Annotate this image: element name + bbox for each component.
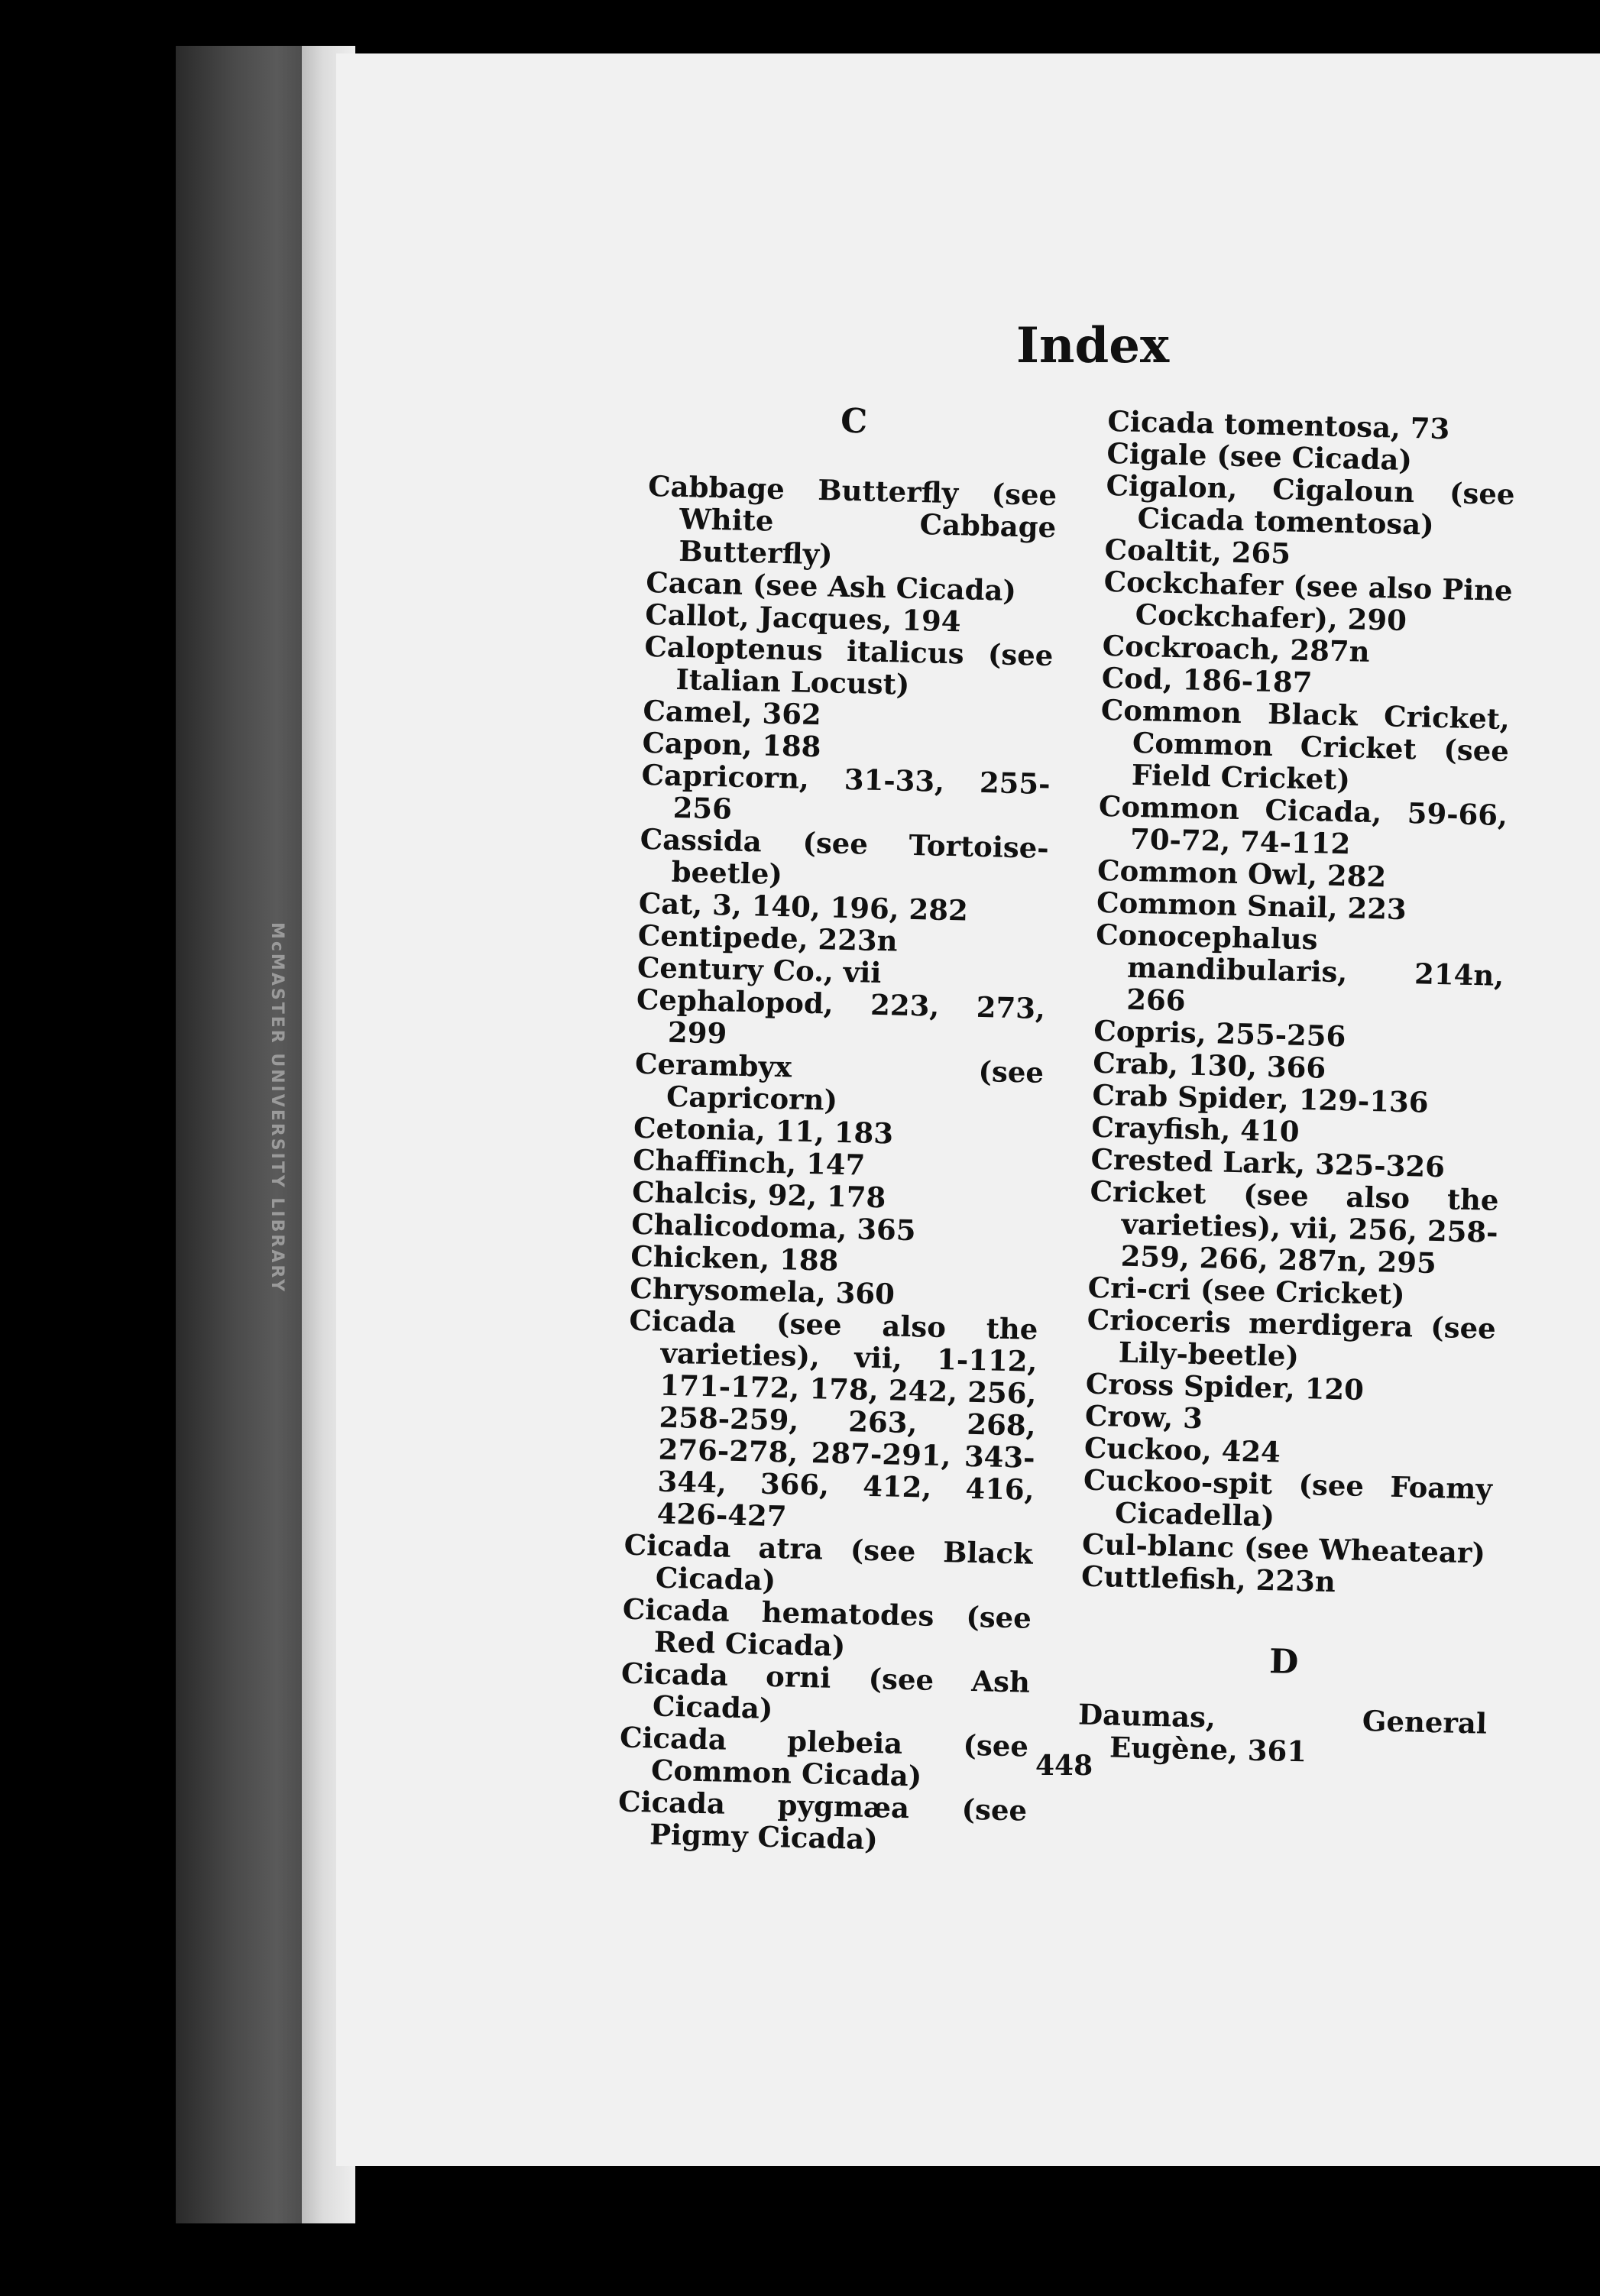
index-entry: Cicada tomentosa, 73 [1107,404,1450,446]
page-title: Index [1016,317,1170,374]
index-entry: Capricorn, 31-33, 255-256 [641,757,1051,826]
index-entry: Cricket (see also the varieties), vii, 256, 258-259, 266, 287n, 295 [1090,1174,1500,1281]
index-entry: Cephalopod, 223, 273, 299 [636,982,1046,1051]
index-entry: Copris, 255-256 [1093,1013,1346,1054]
index-entry: Cicada hematodes (see Red Cicada) [622,1592,1032,1663]
section-letter-c: C [840,401,868,442]
index-entry: Cuckoo, 424 [1083,1430,1281,1469]
index-entry: Cat, 3, 140, 196, 282 [638,886,969,928]
index-entry: Crayfish, 410 [1091,1109,1300,1148]
index-entry: Common Black Cricket, Common Cricket (see Field Cricket) [1100,692,1511,797]
index-entry: Camel, 362 [643,693,822,732]
index-entry: Crab Spider, 129-136 [1092,1077,1430,1119]
index-entry: Common Cicada, 59-66, 70-72, 74-112 [1098,789,1508,861]
index-entry: Cod, 186-187 [1101,660,1313,700]
index-entry: Daumas, General Eugène, 361 [1077,1697,1488,1769]
index-entry: Callot, Jacques, 194 [644,597,962,639]
index-entry: Crow, 3 [1084,1398,1203,1436]
index-entry: Common Snail, 223 [1096,885,1407,927]
index-entry: Chicken, 188 [630,1239,839,1278]
index-entry: Chalicodoma, 365 [630,1206,917,1248]
index-entry: Cerambyx (see Capricorn) [634,1046,1045,1117]
index-entry: Cockchafer (see also Pine Cockchafer), 290 [1103,564,1514,637]
page-number: 448 [1035,1750,1093,1782]
index-entry: Common Owl, 282 [1096,853,1387,894]
index-entry: Cross Spider, 120 [1085,1366,1365,1407]
section-letter-d: D [1268,1642,1299,1682]
index-entry: Cigalon, Cigaloun (see Cicada tomentosa) [1106,468,1515,542]
index-entry: Cicada plebeia (see Common Cicada) [619,1720,1029,1793]
index-column-right [1077,405,1517,1772]
index-entry: Cuckoo-spit (see Foamy Cicadella) [1083,1462,1493,1533]
index-entry: Chalcis, 92, 178 [631,1174,886,1215]
index-entry: Cetonia, 11, 183 [633,1110,894,1151]
index-entry: Cul-blanc (see Wheatear) [1081,1527,1486,1570]
index-entry: Chrysomela, 360 [629,1271,896,1311]
index-entry: Cicada (see also the varieties), vii, 1-112, 171-172, 178, 242, 256, 258-259, 263, 268, 276-278, 287-291, 343-344, 366, 412, 416, 426-427 [629,1303,1038,1533]
index-entry: Caloptenus italicus (see Italian Locust) [644,629,1054,701]
index-entry: Cassida (see Tortoise-beetle) [640,821,1050,892]
index-entry: Cacan (see Ash Cicada) [645,565,1017,607]
index-entry: Crested Lark, 325-326 [1090,1142,1446,1184]
index-entry: Cicada pygmæa (see Pigmy Cicada) [617,1784,1028,1857]
index-entry: Cabbage Butterfly (see White Cabbage Butterfly) [647,468,1057,572]
index-entry: Cri-cri (see Cricket) [1087,1270,1406,1312]
index-column-left [617,401,1058,1859]
index-entry: Coaltit, 265 [1104,532,1291,571]
index-entry: Conocephalus mandibularis, 214n, 266 [1095,917,1504,1018]
index-entry: Crab, 130, 366 [1092,1045,1326,1085]
index-entry: Century Co., vii [636,950,882,990]
index-entry: Centipede, 223n [637,918,899,958]
index-entry: Cigale (see Cicada) [1106,436,1413,478]
index-entry: Cicada orni (see Ash Cicada) [620,1656,1031,1726]
index-entry: Cuttlefish, 223n [1080,1559,1336,1599]
index-entry: Cicada atra (see Black Cicada) [623,1527,1034,1598]
index-entry: Chaffinch, 147 [632,1142,866,1182]
index-entry: Cockroach, 287n [1102,628,1371,669]
index-entry: Capon, 188 [642,725,821,764]
index-entry: Crioceris merdigera (see Lily-beetle) [1087,1302,1497,1373]
spine-library-stamp: McMASTER UNIVERSITY LIBRARY [267,921,287,1294]
